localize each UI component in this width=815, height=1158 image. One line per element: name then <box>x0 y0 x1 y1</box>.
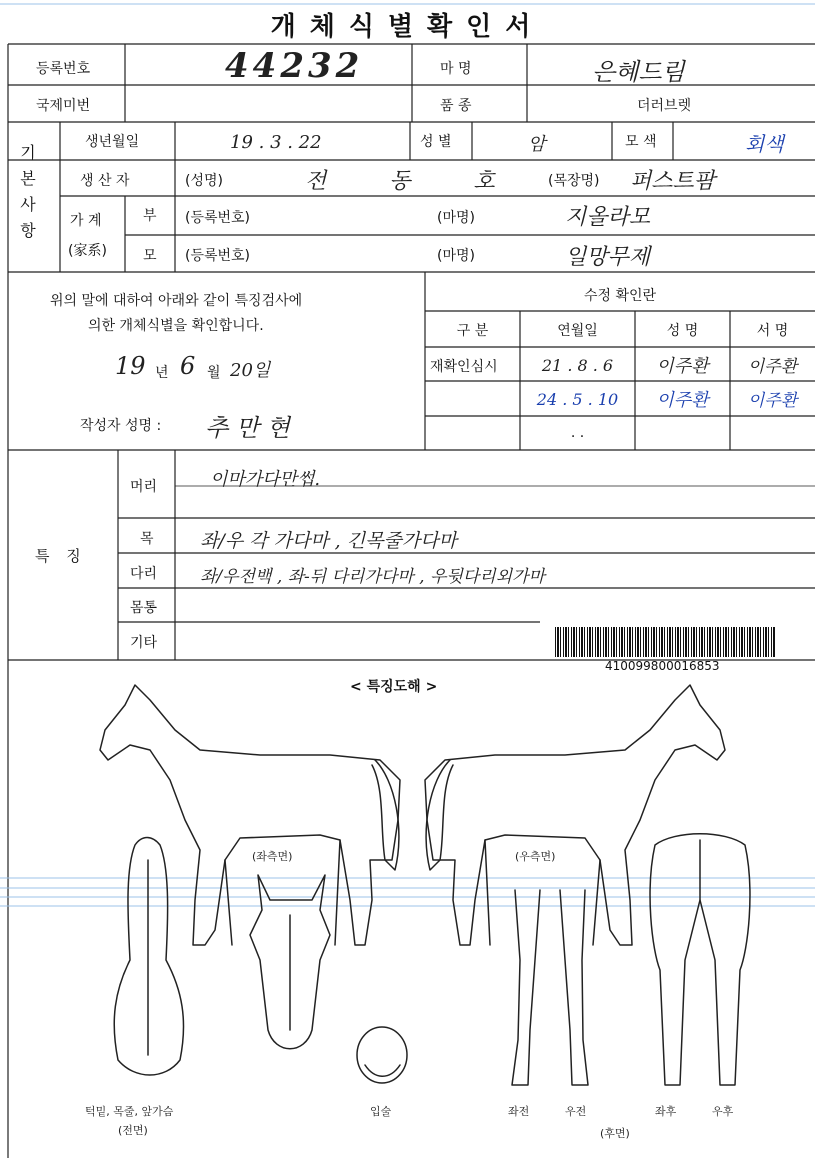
revision-row-date: . . <box>570 425 585 441</box>
breed-label: 품 종 <box>440 98 472 114</box>
revision-row-sign: 이주환 <box>747 357 798 377</box>
confirm-text-line1: 위의 말에 대하여 아래와 같이 특징검사에 <box>50 293 303 309</box>
head-front-view <box>250 875 330 1049</box>
revision-row-name: 이주환 <box>656 390 709 411</box>
revision-row-sign: 이주환 <box>747 391 798 411</box>
color-value: 회색 <box>745 132 784 156</box>
legs-label: 다리 <box>130 566 158 582</box>
confirm-day: 20일 <box>230 360 271 381</box>
revision-row-type: 재확인심시 <box>430 359 498 375</box>
producer-label: 생 산 자 <box>80 173 130 189</box>
confirm-year: 19 <box>115 352 146 380</box>
dam-name: 일망무제 <box>565 245 651 270</box>
front-legs-diagram <box>512 890 588 1085</box>
sire-regno-paren: (등록번호) <box>185 210 251 226</box>
sire-name: 지올라모 <box>565 205 651 230</box>
lips-diagram <box>357 1027 407 1083</box>
diagram-title: < 특징도해 > <box>350 679 438 695</box>
dam-label: 모 <box>143 248 157 264</box>
revision-row-name: 이주환 <box>656 356 709 377</box>
revision-header-type: 구 분 <box>456 323 489 339</box>
producer-name-paren: (성명) <box>185 173 223 189</box>
front-left-label: 좌전 <box>508 1105 530 1118</box>
head-label: 머리 <box>130 479 158 495</box>
color-label: 모 색 <box>625 134 657 150</box>
author-label: 작성자 성명 : <box>80 418 162 434</box>
registration-number-label: 등록번호 <box>36 61 91 77</box>
revision-header-sign: 서 명 <box>756 323 789 339</box>
front-right-label: 우전 <box>565 1105 587 1118</box>
producer-name: 전 동 호 <box>305 169 523 194</box>
revision-title: 수정 확인란 <box>583 288 657 304</box>
front-caption: 턱밑, 목줄, 앞가슴 <box>85 1105 174 1118</box>
horse-name: 은혜드림 <box>592 58 685 86</box>
neck-feature: 좌/우 각 가다마 , 긴목줄가다마 <box>200 530 457 552</box>
hind-left-label: 좌후 <box>655 1105 677 1118</box>
body-label: 몸통 <box>130 600 158 616</box>
basic-section-label: 기본사항 <box>20 143 36 240</box>
right-side-label: (우측면) <box>515 850 556 863</box>
sex-value: 암 <box>528 134 546 155</box>
author-name: 추 만 현 <box>205 414 290 442</box>
dam-name-paren: (마명) <box>437 248 475 264</box>
left-side-horse <box>100 685 400 945</box>
dam-regno-paren: (등록번호) <box>185 248 251 264</box>
sire-label: 부 <box>143 208 157 224</box>
rear-view-label: (후면) <box>600 1127 630 1140</box>
legs-feature: 좌/우전백 , 좌-뒤 다리가다마 , 우뒷다리외가마 <box>200 567 545 587</box>
month-unit: 월 <box>207 365 221 381</box>
lips-label: 입술 <box>370 1105 392 1118</box>
birth-date: 19 . 3 . 22 <box>230 132 322 153</box>
features-section-label: 특 징 <box>35 547 87 565</box>
confirm-text-line2: 의한 개체식별을 확인합니다. <box>88 318 264 334</box>
sex-label: 성 별 <box>420 134 452 150</box>
hind-right-label: 우후 <box>712 1105 734 1118</box>
barcode-number: 410099800016853 <box>605 659 720 673</box>
revision-row-date: 21 . 8 . 6 <box>541 356 614 375</box>
birth-label: 생년월일 <box>85 134 140 150</box>
other-label: 기타 <box>130 635 158 651</box>
right-side-horse <box>425 685 725 945</box>
left-side-label: (좌측면) <box>252 850 293 863</box>
confirm-month: 6 <box>180 352 196 380</box>
neck-label: 목 <box>140 531 154 547</box>
family-label: 가 계 <box>70 213 102 229</box>
horse-name-label: 마 명 <box>440 61 472 77</box>
revision-header-name: 성 명 <box>666 323 699 339</box>
horse-diagram <box>0 660 815 1158</box>
front-view-horse <box>114 838 183 1076</box>
breed-value: 더러브렛 <box>637 98 692 114</box>
barcode <box>555 627 775 657</box>
revision-header-date: 연월일 <box>557 323 598 339</box>
registration-number: 44232 <box>225 46 364 86</box>
sire-name-paren: (마명) <box>437 210 475 226</box>
front-view-label: (전면) <box>118 1124 148 1137</box>
family-hanja: (家系) <box>68 243 107 259</box>
rear-view-horse <box>650 834 750 1085</box>
year-unit: 년 <box>155 365 169 381</box>
farm-name: 퍼스트팜 <box>630 169 716 194</box>
intl-number-label: 국제미번 <box>36 98 91 114</box>
farm-paren: (목장명) <box>548 173 600 189</box>
document-title: 개체식별확인서 <box>270 12 545 42</box>
head-feature: 이마가다만썹. <box>210 469 321 490</box>
revision-row-date: 24 . 5 . 10 <box>536 390 619 409</box>
